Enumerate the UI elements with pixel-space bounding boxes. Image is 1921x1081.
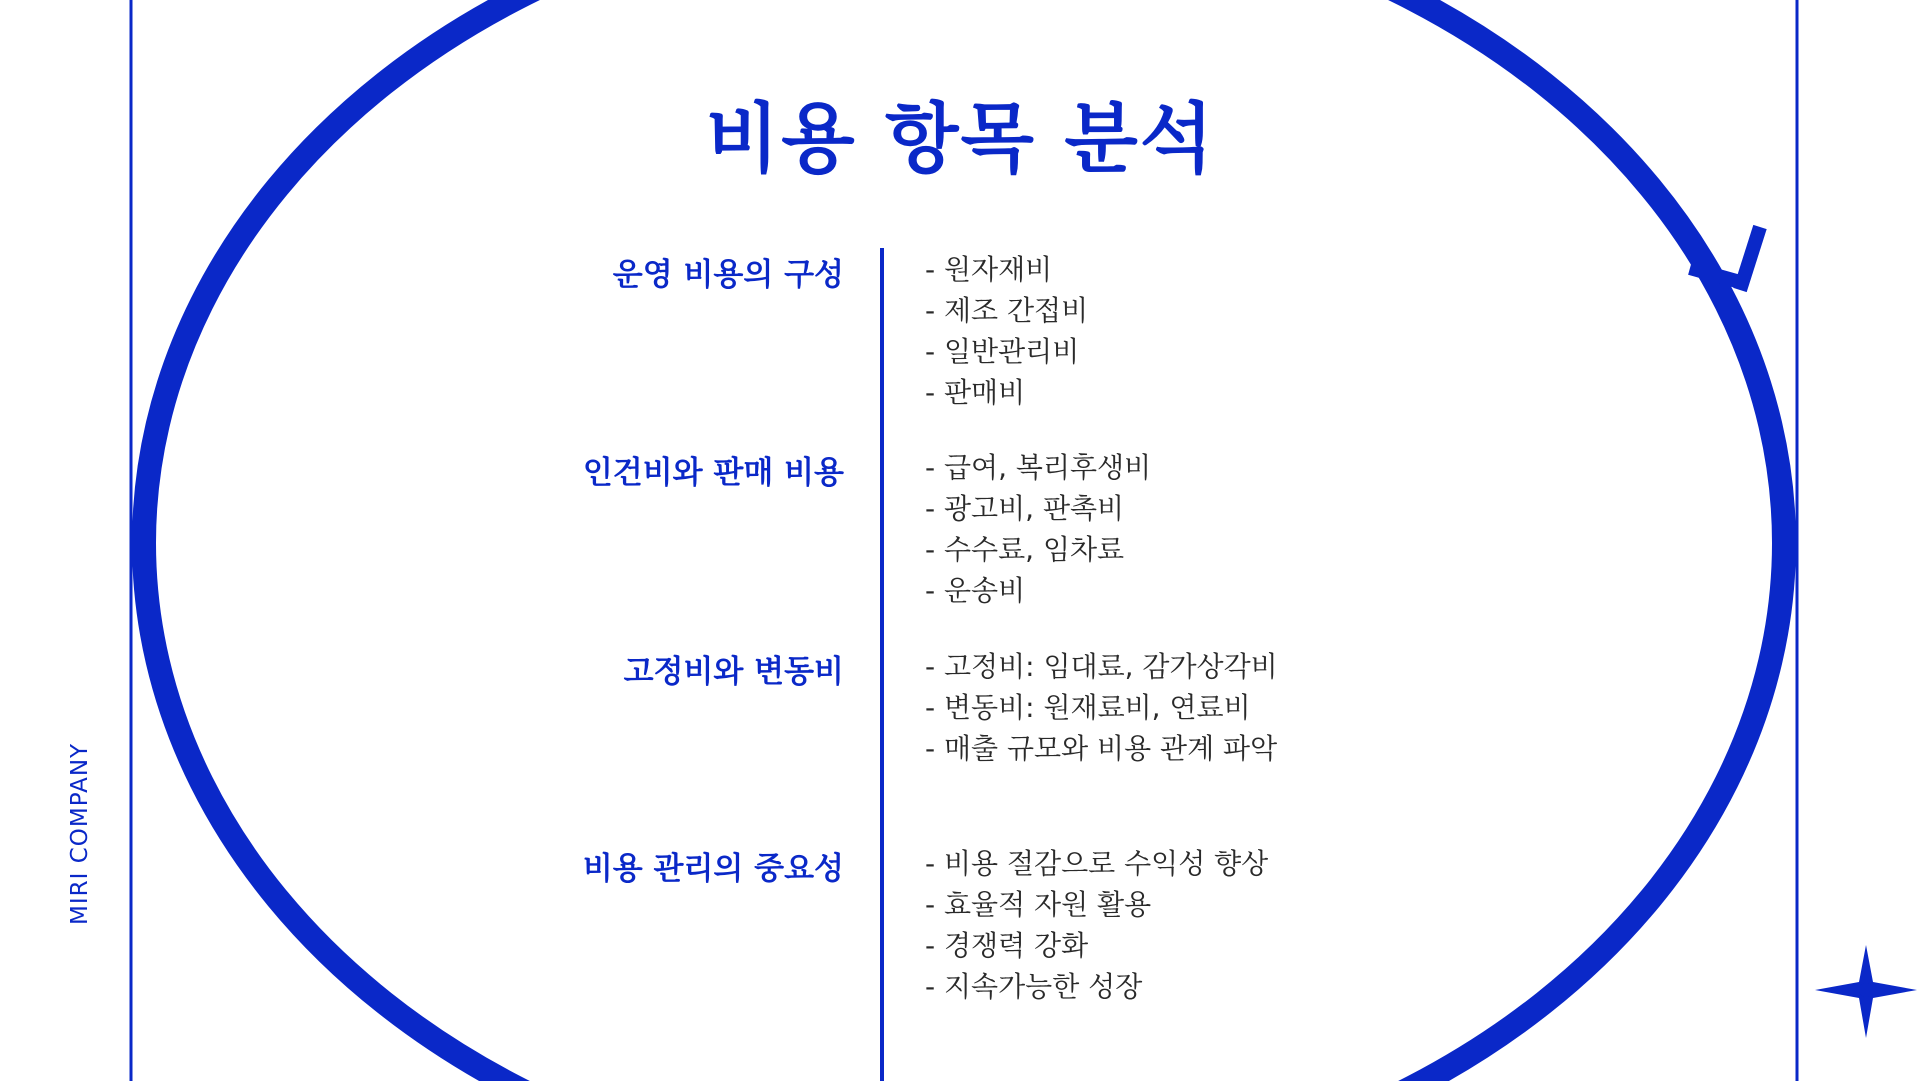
list-item: - 원자재비 (925, 253, 1053, 286)
page-title: 비용 항목 분석 (705, 94, 1216, 183)
list-item: - 변동비: 원재료비, 연료비 (925, 691, 1251, 724)
list-item: - 급여, 복리후생비 (925, 451, 1152, 484)
list-item: - 운송비 (925, 574, 1026, 607)
list-item: - 고정비: 임대료, 감가상각비 (925, 650, 1278, 683)
brand-label: MIRI COMPANY (67, 742, 93, 925)
list-item: - 수수료, 임차료 (925, 533, 1125, 566)
list-item: - 제조 간접비 (925, 294, 1089, 327)
section-item-list (925, 646, 1278, 769)
list-item: - 지속가능한 성장 (925, 970, 1143, 1003)
section-item-list (925, 249, 1088, 413)
list-item: - 광고비, 판촉비 (925, 492, 1125, 525)
list-item: - 일반관리비 (925, 335, 1080, 368)
section-item-list (925, 843, 1268, 1007)
list-item: - 경쟁력 강화 (925, 929, 1089, 962)
list-item: - 효율적 자원 활용 (925, 888, 1152, 921)
list-item: - 판매비 (925, 376, 1026, 409)
list-item: - 매출 규모와 비용 관계 파악 (925, 732, 1278, 765)
vertical-divider (880, 248, 884, 1081)
section-label: 인건비와 판매 비용 (582, 455, 844, 491)
section-label: 운영 비용의 구성 (612, 257, 844, 293)
section-label: 비용 관리의 중요성 (582, 851, 844, 887)
section-label: 고정비와 변동비 (623, 654, 844, 690)
list-item: - 비용 절감으로 수익성 향상 (925, 847, 1269, 880)
section-item-list (925, 447, 1151, 611)
